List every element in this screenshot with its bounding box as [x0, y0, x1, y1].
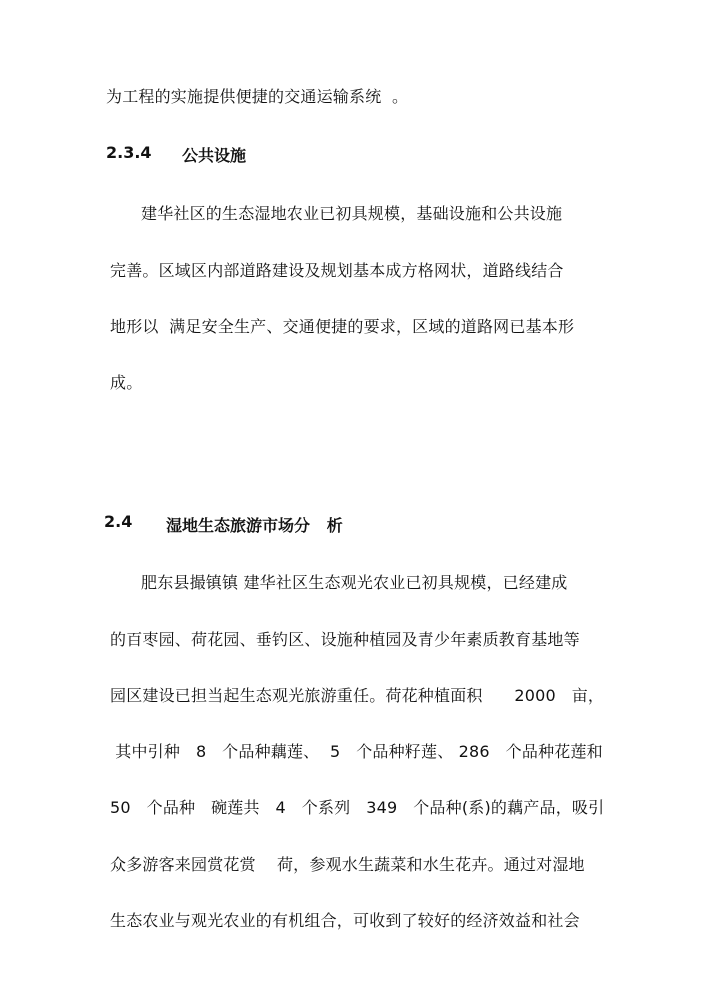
section-number: 2.4 — [104, 512, 133, 531]
paragraph-line: 其中引种 8 个品种藕莲、 5 个品种籽莲、 286 个品种花莲和 — [110, 742, 603, 761]
paragraph-line: 肥东县撮镇镇 建华社区生态观光农业已初具规模，已经建成 — [141, 573, 568, 592]
paragraph-line: 50 个品种 碗莲共 4 个系列 349 个品种(系)的藕产品，吸引 — [110, 798, 605, 817]
paragraph-line: 地形以 满足安全生产、交通便捷的要求，区域的道路网已基本形 — [110, 317, 575, 336]
section-number: 2.3.4 — [106, 143, 152, 162]
intro-line: 为工程的实施提供便捷的交通运输系统 。 — [106, 87, 409, 106]
paragraph-line: 的百枣园、荷花园、垂钓区、设施种植园及青少年素质教育基地等 — [110, 630, 580, 649]
paragraph-line: 建华社区的生态湿地农业已初具规模，基础设施和公共设施 — [141, 204, 563, 223]
paragraph-line: 完善。区域区内部道路建设及规划基本成方格网状，道路线结合 — [110, 261, 564, 280]
paragraph-line: 成。 — [110, 373, 143, 392]
paragraph-line: 众多游客来园赏花赏 荷，参观水生蔬菜和水生花卉。通过对湿地 — [110, 855, 585, 874]
section-title: 公共设施 — [182, 146, 247, 165]
section-title: 湿地生态旅游市场分 析 — [166, 516, 343, 535]
paragraph-line: 园区建设已担当起生态观光旅游重任。荷花种植面积 2000 亩， — [110, 686, 605, 705]
paragraph-line: 生态农业与观光农业的有机组合，可收到了较好的经济效益和社会 — [110, 911, 580, 930]
